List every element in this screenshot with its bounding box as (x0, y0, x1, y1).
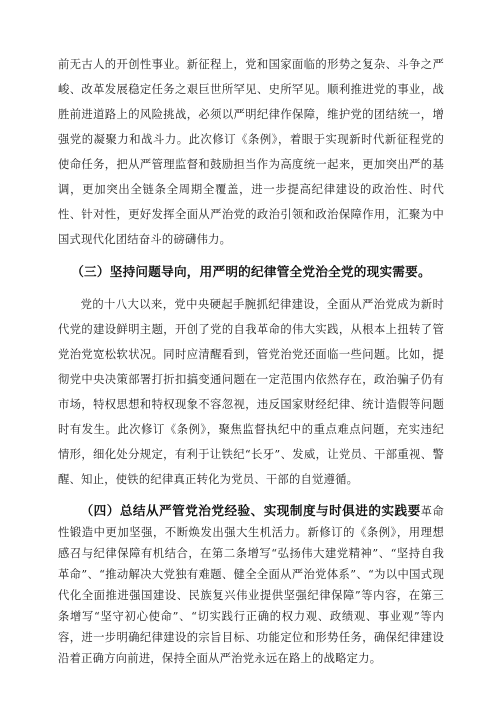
paragraph-3 (58, 500, 444, 669)
section-heading-3: （三）坚持问题导向，用严明的纪律管全党治全党的现实需要。 (71, 264, 431, 279)
section-heading-4: （四）总结从严管党治党经验、实现制度与时俱进的实践要 (80, 503, 421, 518)
paragraph-2: 党的十八大以来，党中央硬起手腕抓纪律建设，全面从严治党成为新时代党的建设鲜明主题，开创了党的自我革命的伟大实践，从根本上扭转了管党治党宽松软状况。同时应清醒看到，管党治党还面临一些问题。比如，提彻党中央决策部署打折扣搞变通问题在一定范围内依然存在，政治骗子仍有市场，特权思想和特权现象不容忽视，违反国家财经纪律、统计造假等问题时有发生。此次修订《条例》，聚焦监督执纪中的重点难点问题，充实违纪情形，细化处分规定，有利于让铁纪“长牙”、发威，让党员、干部重视、警醒、知止，使铁的纪律真正转化为党员、干部的自觉遵循。 (58, 298, 444, 486)
paragraph-1: 前无古人的开创性事业。新征程上，党和国家面临的形势之复杂、斗争之严峻、改革发展稳定任务之艰巨世所罕见、史所罕见。顺利推进党的事业，战胜前进道路上的风险挑战，必须以严明纪律作保障，维护党的团结统一，增强党的凝聚力和战斗力。此次修订《条例》，着眼于实现新时代新征程党的使命任务，把从严管理监督和鼓励担当作为高度统一起来，更加突出严的基调，更加突出全链条全周期全覆盖，进一步提高纪律建设的政治性、时代性、针对性，更好发挥全面从严治党的政治引领和政治保障作用，汇聚为中国式现代化团结奋斗的磅礴伟力。 (58, 58, 444, 246)
paragraph-3-body: 革命性锻造中更加坚强，不断焕发出强大生机活力。新修订的《条例》，用理想感召与纪律保障有机结合，在第二条增写“弘扬伟大建党精神”、“坚持自我革命”、“推动解决大党独有难题、健全全面从严治党体系”、“为以中国式现代化全面推进强国建设、民族复兴伟业提供坚强纪律保障”等内容，在第三条增写“坚守初心使命”、“切实践行正确的权力观、政绩观、事业观”等内容，进一步明确纪律建设的宗旨目标、功能定位和形势任务，确保纪律建设沿着正确方向前进，保持全面从严治党永远在路上的战略定力。 (58, 505, 444, 665)
